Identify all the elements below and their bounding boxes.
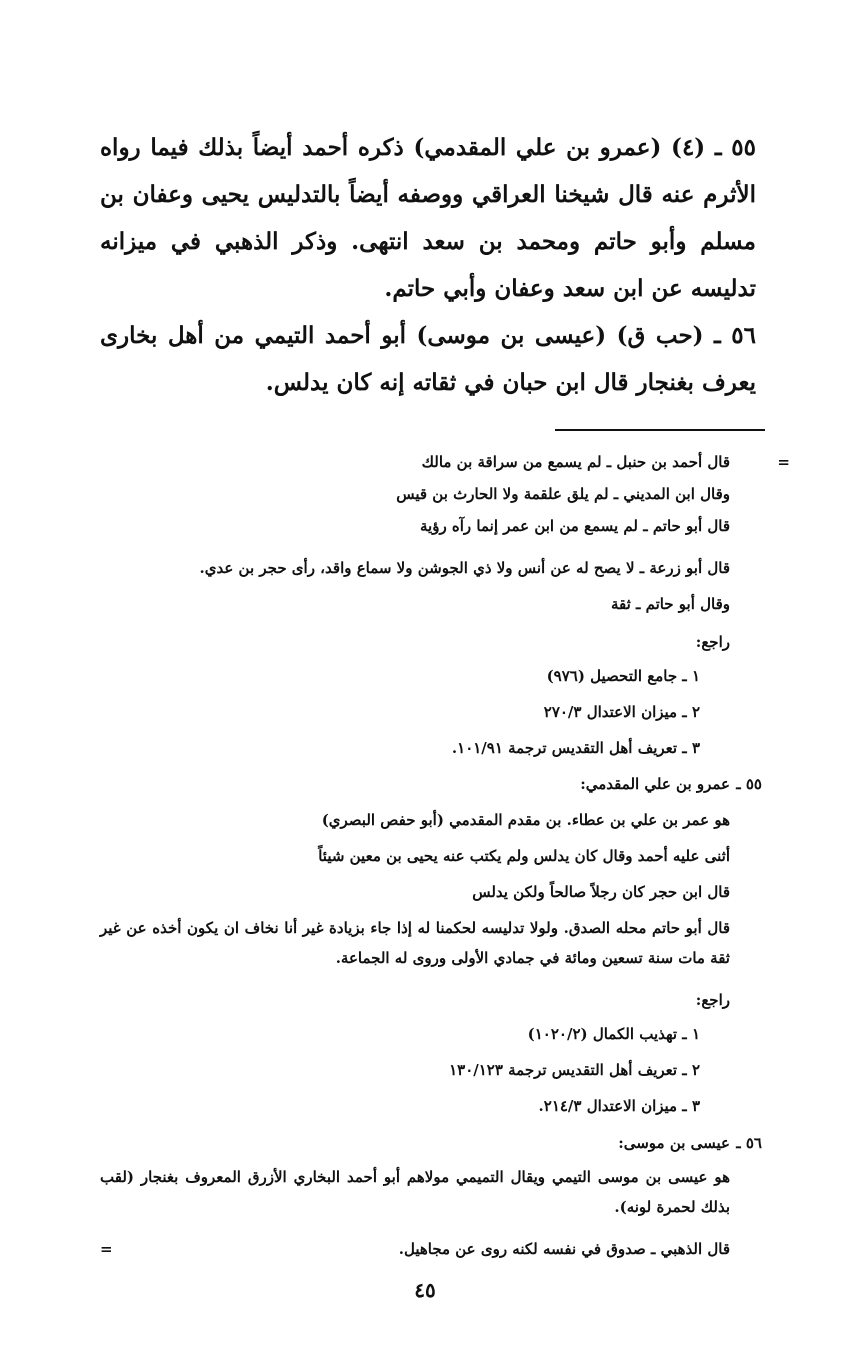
reference-item: ٣ ـ تعريف أهل التقديس ترجمة ١٠١/٩١. xyxy=(451,739,700,757)
footnote-line: قال أحمد بن حنبل ـ لم يسمع من سراقة بن مالك xyxy=(421,453,730,471)
continuation-marker: = xyxy=(100,1240,113,1258)
footnote-heading: عمرو بن علي المقدمي: xyxy=(580,775,730,793)
footnote-line: قال الذهبي ـ صدوق في نفسه لكنه روى عن مجاهيل. xyxy=(398,1240,730,1258)
footnote-line: قال أبو زرعة ـ لا يصح له عن أنس ولا ذي الجوشن ولا سماع واقد، رأى حجر بن عدي. xyxy=(199,559,730,577)
reference-item: ١ ـ جامع التحصيل (٩٧٦) xyxy=(546,667,700,685)
entry-text: (حب ق) (عيسى بن موسى) أبو أحمد التيمي من أهل بخارى يعرف بغنجار قال ابن حبان في ثقاته إنه كان يدلس. xyxy=(100,322,756,396)
footnote-line: قال أبو حاتم محله الصدق. ولولا تدليسه لحكمنا له إذا جاء بزيادة غير أنا نخاف ان يكون أخذه عن غير ثقة مات سنة تسعين ومائة في جمادي الأولى وروى له الجماعة. xyxy=(100,919,730,967)
references-label: راجع: xyxy=(695,633,730,651)
entry-number: ٥٦ ـ xyxy=(714,322,756,349)
footnote-number: ٥٥ ـ xyxy=(736,775,762,793)
page-number: ٤٥ xyxy=(414,1278,436,1302)
continuation-marker: = xyxy=(777,453,790,471)
footnote-line: قال ابن حجر كان رجلاً صالحاً ولكن يدلس xyxy=(472,883,730,901)
references-label: راجع: xyxy=(695,991,730,1009)
reference-item: ٣ ـ ميزان الاعتدال ٢١٤/٣. xyxy=(538,1097,700,1115)
footnote-line: قال أبو حاتم ـ لم يسمع من ابن عمر إنما رآه رؤية xyxy=(419,517,730,535)
entry-number: ٥٥ ـ xyxy=(714,134,757,161)
footnote-line: وقال ابن المديني ـ لم يلق علقمة ولا الحارث بن قيس xyxy=(396,485,730,503)
footnote-line: وقال أبو حاتم ـ ثقة xyxy=(610,595,730,613)
main-entry-56 xyxy=(100,312,756,406)
footnote-separator xyxy=(555,429,765,431)
reference-item: ٢ ـ تعريف أهل التقديس ترجمة ١٣٠/١٢٣ xyxy=(449,1061,700,1079)
entry-text: (٤) (عمرو بن علي المقدمي) ذكره أحمد أيضاً بذلك فيما رواه الأثرم عنه قال شيخنا العراقي ووصفه أيضاً بالتدليس يحيى وعفان بن مسلم وأبو حاتم ومحمد بن سعد انتهى. وذكر الذهبي في ميزانه تدليسه عن ابن سعد وعفان وأبي حاتم. xyxy=(100,134,756,302)
footnote-line: هو عيسى بن موسى التيمي ويقال التميمي مولاهم أبو أحمد البخاري الأزرق المعروف بغنجار (لقب بذلك لحمرة لونه). xyxy=(100,1168,730,1216)
reference-item: ٢ ـ ميزان الاعتدال ٢٧٠/٣ xyxy=(543,703,700,721)
main-entry-55 xyxy=(100,124,756,312)
footnote-line: أثنى عليه أحمد وقال كان يدلس ولم يكتب عنه يحيى بن معين شيئاً xyxy=(318,847,730,865)
footnote-line: هو عمر بن علي بن عطاء. بن مقدم المقدمي (أبو حفص البصري) xyxy=(321,811,730,829)
footnote-heading: عيسى بن موسى: xyxy=(618,1134,730,1152)
reference-item: ١ ـ تهذيب الكمال (١٠٢٠/٢) xyxy=(527,1025,700,1043)
footnote-number: ٥٦ ـ xyxy=(736,1134,762,1152)
